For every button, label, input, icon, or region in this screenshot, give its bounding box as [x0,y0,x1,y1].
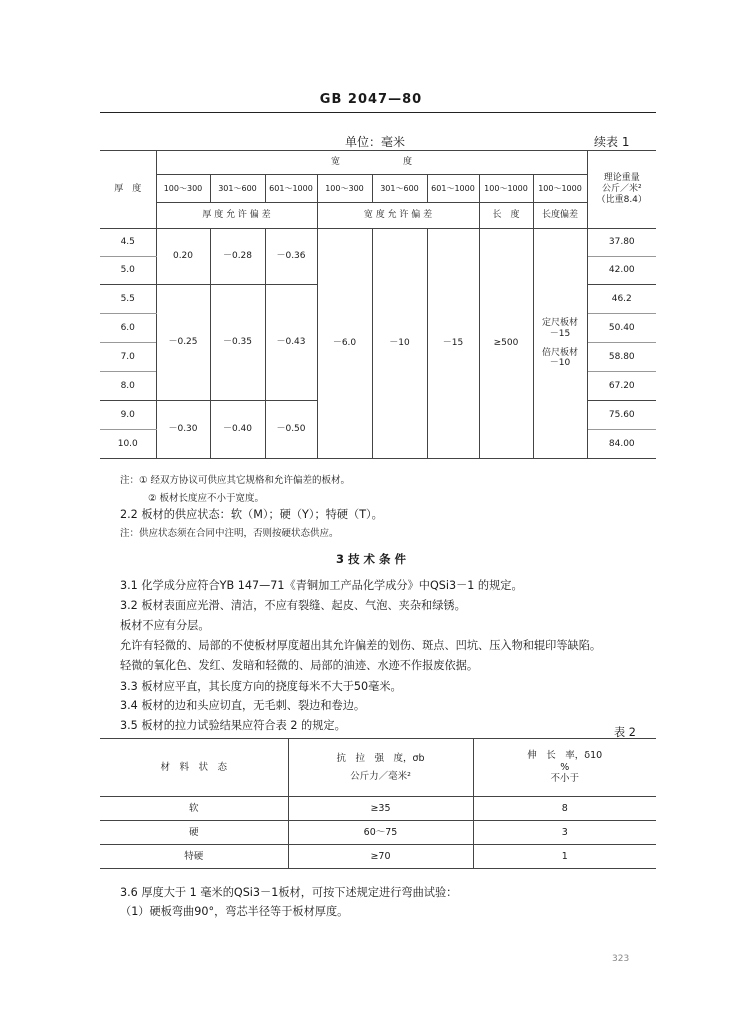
clause-3-2-b: 板材不应有分层。 [120,619,210,632]
state-cell: 软 [100,797,288,821]
tolerance-cell: －0.43 [265,285,317,401]
tolerance-cell: －0.30 [156,401,210,459]
width-range: 601～1000 [265,175,317,203]
tensile-strength-header: 抗 拉 强 度，σb 公斤力／毫米² [288,739,473,797]
tolerance-cell: －0.50 [265,401,317,459]
clause-3-2-c: 允许有轻微的、局部的不使板材厚度超出其允许偏差的划伤、斑点、凹坑、压入物和辊印等缺陷。 [120,639,602,652]
thickness-cell: 10.0 [100,430,156,459]
width-range: 100～300 [156,175,210,203]
length-tolerance-header: 长度偏差 [533,203,587,229]
thickness-tolerance-header: 厚 度 允 许 偏 差 [156,203,317,229]
width-header: 宽 度 [156,151,587,175]
tolerance-cell: －0.25 [156,285,210,401]
weight-cell: 75.60 [587,401,656,430]
elongation-cell: 8 [473,797,656,821]
elongation-cell: 3 [473,821,656,845]
dimension-tolerance-table [100,150,656,459]
section-3-title: 3 技 术 条 件 [335,552,407,566]
page-number: 323 [612,954,630,964]
document-code: GB 2047—80 [319,92,423,107]
clause-3-2: 3.2 板材表面应光滑、清洁，不应有裂缝、起皮、气泡、夹杂和绿锈。 [120,599,466,612]
thickness-cell: 8.0 [100,372,156,401]
weight-cell: 42.00 [587,257,656,285]
clause-3-6: 3.6 厚度大于 1 毫米的QSi3－1板材，可按下述规定进行弯曲试验： [120,886,458,899]
thickness-cell: 4.5 [100,229,156,257]
tolerance-cell: 0.20 [156,229,210,285]
continued-label: 续表 1 [594,135,630,149]
clause-3-3: 3.3 板材应平直，其长度方向的挠度每米不大于50毫米。 [120,680,402,693]
tolerance-cell: －0.35 [210,285,265,401]
strength-cell: ≥35 [288,797,473,821]
thickness-cell: 7.0 [100,343,156,372]
state-cell: 硬 [100,821,288,845]
note-1: 注：① 经双方协议可供应其它规格和允许偏差的板材。 [120,475,351,486]
clause-3-4: 3.4 板材的边和头应切直，无毛刺、裂边和卷边。 [120,699,366,712]
material-state-header: 材 料 状 态 [100,739,288,797]
clause-3-5: 3.5 板材的拉力试验结果应符合表 2 的规定。 [120,719,346,732]
weight-cell: 58.80 [587,343,656,372]
strength-cell: ≥70 [288,845,473,869]
weight-cell: 46.2 [587,285,656,314]
width-range: 301～600 [210,175,265,203]
width-range: 100～300 [317,175,372,203]
length-tolerance-cell: 定尺板材 －15 倍尺板材 －10 [533,229,587,459]
width-range: 301～600 [372,175,427,203]
weight-cell: 84.00 [587,430,656,459]
clause-2-2: 2.2 板材的供应状态：软（M）；硬（Y）；特硬（T）。 [120,508,383,521]
strength-cell: 60～75 [288,821,473,845]
thickness-header: 厚 度 [100,151,156,229]
clause-3-2-d: 轻微的氧化色、发红、发暗和轻微的、局部的油迹、水迹不作报废依据。 [120,659,479,672]
elongation-cell: 1 [473,845,656,869]
clause-2-2-note: 注：供应状态须在合同中注明，否则按硬状态供应。 [120,528,339,539]
thickness-cell: 5.0 [100,257,156,285]
state-cell: 特硬 [100,845,288,869]
length-header: 长 度 [479,203,533,229]
note-2: ② 板材长度应不小于宽度。 [148,493,265,504]
thickness-cell: 9.0 [100,401,156,430]
tolerance-cell: －0.28 [210,229,265,285]
clause-3-1: 3.1 化学成分应符合YB 147—71《青铜加工产品化学成分》中QSi3－1 的规定。 [120,579,523,592]
tolerance-cell: －0.40 [210,401,265,459]
thickness-cell: 6.0 [100,314,156,343]
tensile-test-table [100,738,656,869]
width-tolerance-cell: －15 [427,229,479,459]
clause-3-6-1: （1）硬板弯曲90°，弯芯半径等于板材厚度。 [120,905,349,918]
width-range: 100～1000 [479,175,533,203]
width-range: 601～1000 [427,175,479,203]
weight-header: 理论重量 公斤／米² （比重8.4） [587,151,656,229]
weight-cell: 67.20 [587,372,656,401]
thickness-cell: 5.5 [100,285,156,314]
tolerance-cell: －0.36 [265,229,317,285]
unit-label: 单位：毫米 [345,135,406,149]
width-tolerance-cell: －6.0 [317,229,372,459]
width-tolerance-cell: －10 [372,229,427,459]
width-tolerance-header: 宽 度 允 许 偏 差 [317,203,479,229]
width-range: 100～1000 [533,175,587,203]
elongation-header: 伸 长 率，δ10 % 不小于 [473,739,656,797]
table-2-label: 表 2 [614,726,636,739]
length-cell: ≥500 [479,229,533,459]
weight-cell: 50.40 [587,314,656,343]
weight-cell: 37.80 [587,229,656,257]
header-rule [100,112,656,113]
